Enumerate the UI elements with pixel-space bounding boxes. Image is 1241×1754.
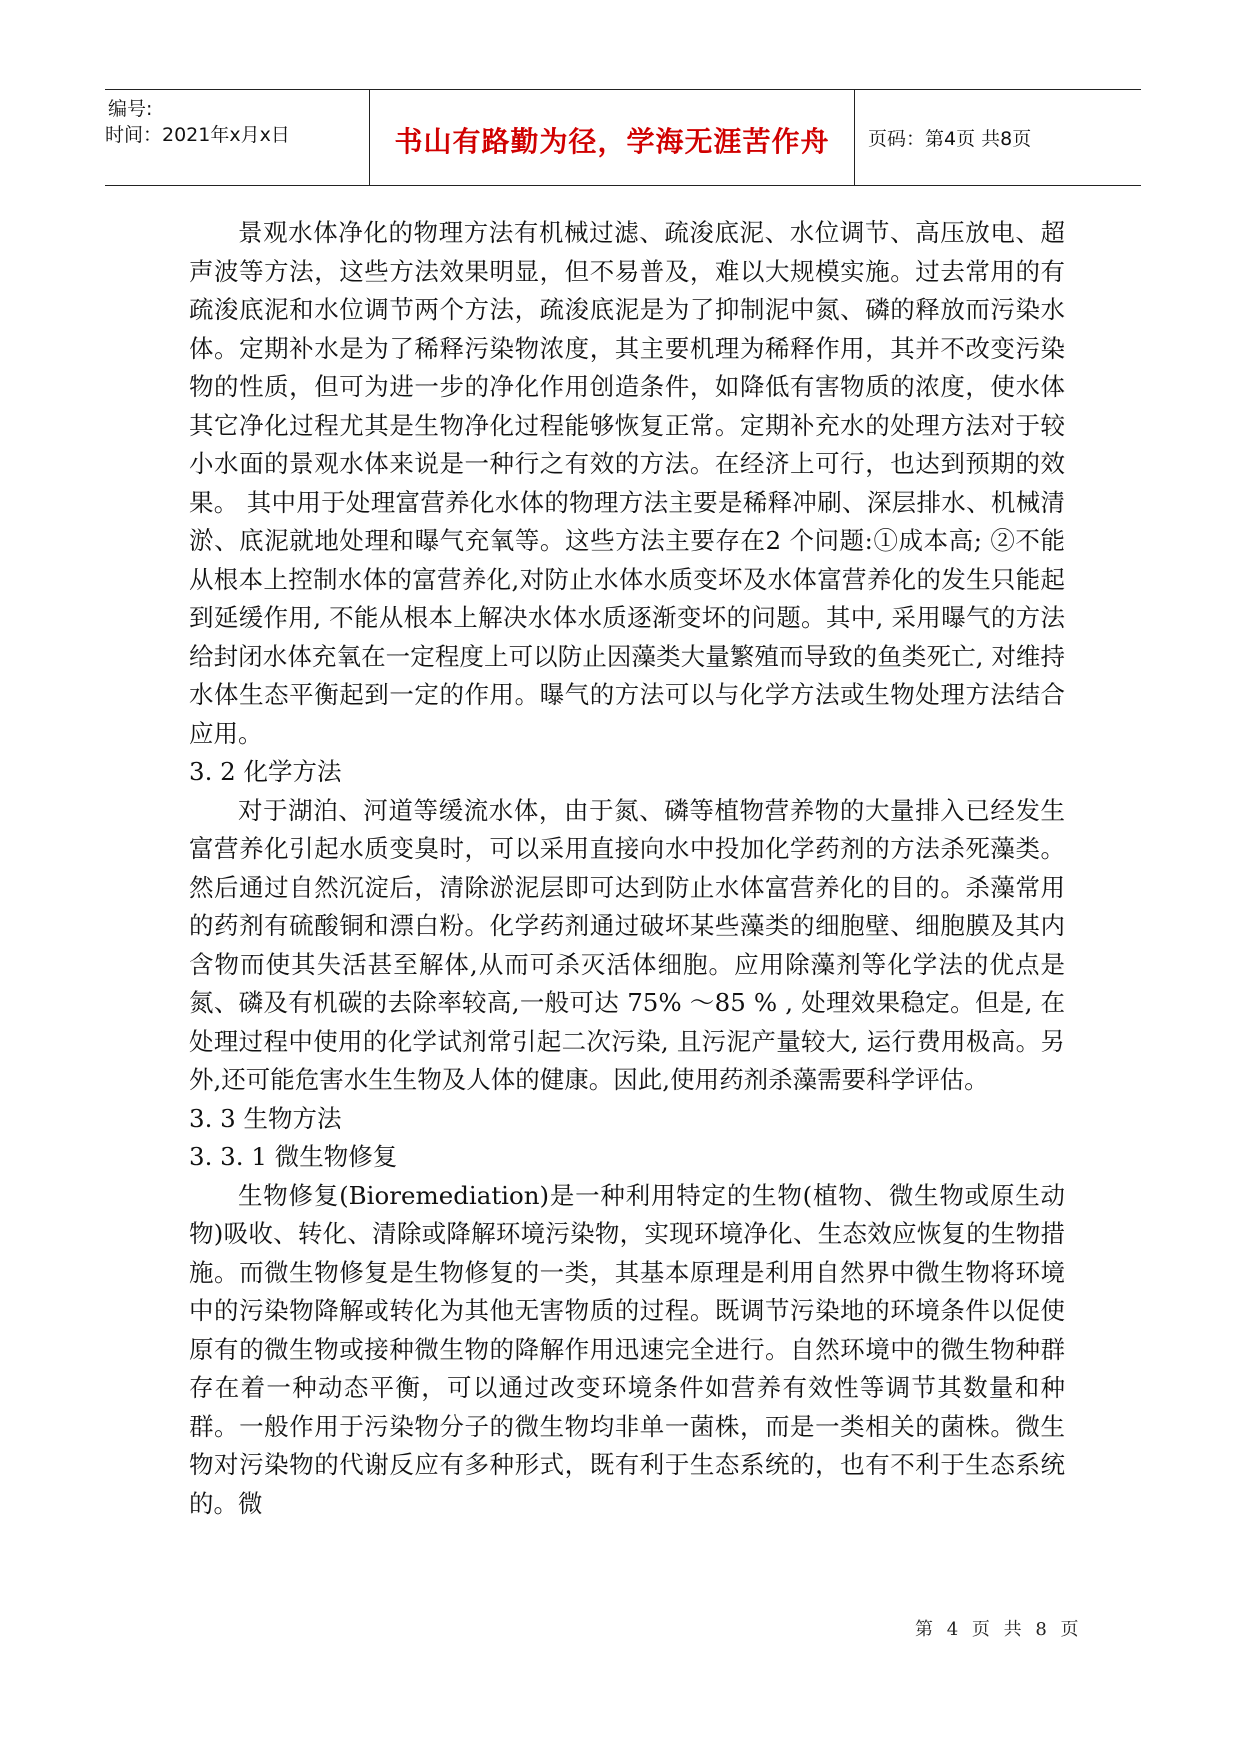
paragraph-microbial-remediation: 生物修复(Bioremediation)是一种利用特定的生物(植物、微生物或原生动物)吸收、转化、清除或降解环境污染物，实现环境净化、生态效应恢复的生物措施。而微生物修复是生物修复的一类，其基本原理是利用自然界中微生物将环境中的污染物降解或转化为其他无害物质的过程。既调节污染地的环境条件以促使原有的微生物或接种微生物的降解作用迅速完全进行。自然环境中的微生物种群存在着一种动态平衡，可以通过改变环境条件如营养有效性等调节其数量和种群。一般作用于污染物分子的微生物均非单一菌株，而是一类相关的菌株。微生物对污染物的代谢反应有多种形式，既有利于生态系统的，也有不利于生态系统的。微 — [189, 1180, 1065, 1518]
paragraph-physical-methods: 景观水体净化的物理方法有机械过滤、疏浚底泥、水位调节、高压放电、超声波等方法，这些方法效果明显，但不易普及，难以大规模实施。过去常用的有疏浚底泥和水位调节两个方法，疏浚底泥是为了抑制泥中氮、磷的释放而污染水体。定期补水是为了稀释污染物浓度，其主要机理为稀释作用，其并不改变污染物的性质，但可为进一步的净化作用创造条件，如降低有害物质的浓度，使水体其它净化过程尤其是生物净化过程能够恢复正常。定期补充水的处理方法对于较小水面的景观水体来说是一种行之有效的方法。在经济上可行，也达到预期的效果。 其中用于处理富营养化水体的物理方法主要是稀释冲刷、深层排水、机械清淤、底泥就地处理和曝气充氧等。这些方法主要存在2 个问题:①成本高; ②不能从根本上控制水体的富营养化,对防止水体水质变坏及水体富营养化的发生只能起到延缓作用, 不能从根本上解决水体水质逐渐变坏的问题。其中, 采用曝气的方法给封闭水体充氧在一定程度上可以防止因藻类大量繁殖而导致的鱼类死亡, 对维持水体生态平衡起到一定的作用。曝气的方法可以与化学方法或生物处理方法结合应用。 — [189, 218, 1065, 748]
paragraph-chemical-methods: 对于湖泊、河道等缓流水体，由于氮、磷等植物营养物的大量排入已经发生富营养化引起水质变臭时，可以采用直接向水中投加化学药剂的方法杀死藻类。然后通过自然沉淀后，清除淤泥层即可达到防止水体富营养化的目的。杀藻常用的药剂有硫酸铜和漂白粉。化学药剂通过破坏某些藻类的细胞壁、细胞膜及其内含物而使其失活甚至解体,从而可杀灭活体细胞。应用除藻剂等化学法的优点是氮、磷及有机碳的去除率较高,一般可达 75% ～85 % , 处理效果稳定。但是, 在处理过程中使用的化学试剂常引起二次污染, 且污泥产量较大, 运行费用极高。另外,还可能危害水生生物及人体的健康。因此,使用药剂杀藻需要科学评估。 — [189, 795, 1065, 1094]
number-label: 编号: — [108, 98, 153, 120]
page-label: 页码：第4页 共8页 — [868, 128, 1032, 150]
motto-text: 书山有路勤为径，学海无涯苦作舟 — [394, 125, 830, 158]
document-body — [189, 214, 1065, 1523]
heading-chemical-methods: 3. 2 化学方法 — [189, 757, 342, 786]
header-table — [105, 89, 1141, 186]
header-motto-cell — [370, 90, 855, 185]
heading-biological-methods: 3. 3 生物方法 — [189, 1103, 342, 1133]
time-label: 时间：2021年x月x日 — [105, 124, 290, 146]
header-right-cell — [855, 90, 1141, 185]
header-left-cell — [105, 90, 370, 185]
heading-microbial-remediation: 3. 3. 1 微生物修复 — [189, 1142, 398, 1171]
page-footer: 第 4 页 共 8 页 — [915, 1619, 1083, 1640]
